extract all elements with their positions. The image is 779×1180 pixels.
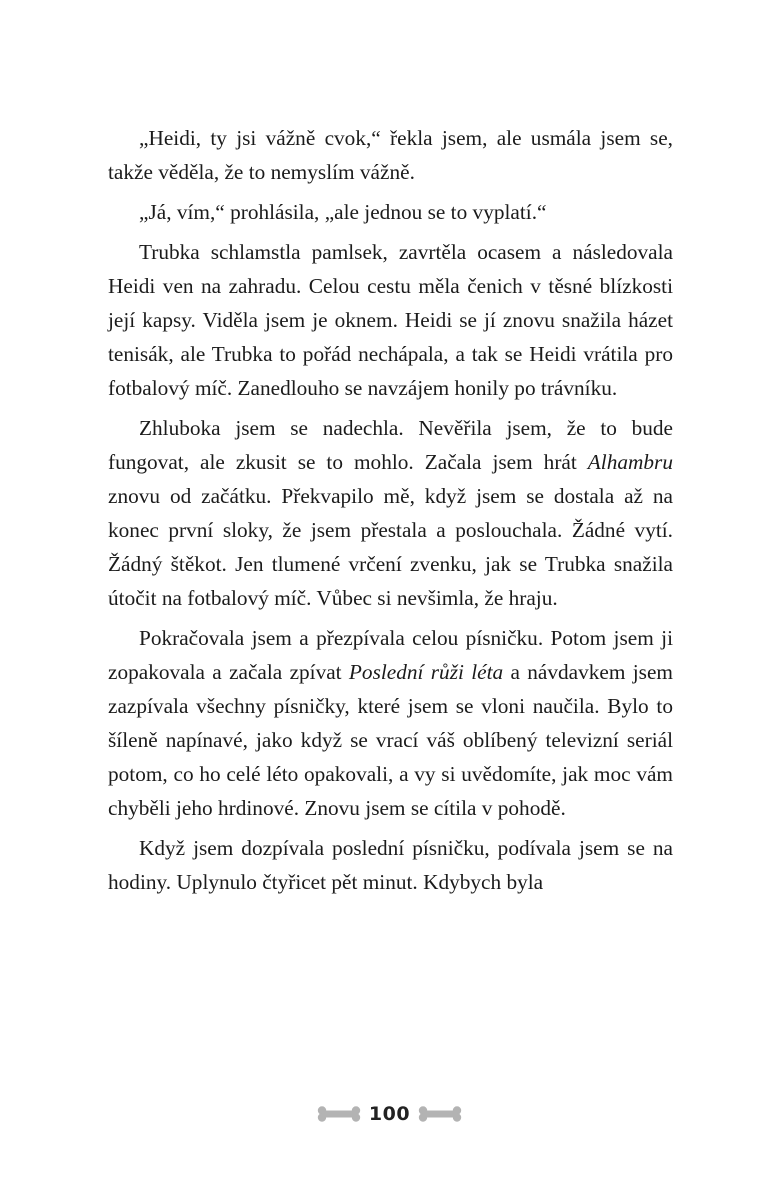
dog-bone-icon (317, 1106, 361, 1122)
text-run: „Heidi, ty jsi vážně cvok,“ řekla jsem, ale usmála jsem se, takže věděla, že to nemyslím vážně. (108, 126, 673, 184)
paragraph (108, 195, 673, 229)
body-text (108, 121, 673, 899)
paragraph (108, 235, 673, 405)
text-run: Když jsem dozpívala poslední písničku, podívala jsem se na hodiny. Uplynulo čtyřicet pět minut. Kdybych byla (108, 836, 673, 894)
page-footer (0, 1097, 779, 1131)
paragraph (108, 621, 673, 825)
page-number: 100 (368, 1103, 411, 1125)
paragraph (108, 121, 673, 189)
paragraph (108, 831, 673, 899)
text-run: Pokračovala jsem a přezpívala celou písničku. Potom jsem ji zopakovala a začala zpívat (108, 626, 673, 684)
paragraph (108, 411, 673, 615)
italic-title: Alhambru (587, 450, 673, 474)
text-run: a návdavkem jsem zazpívala všechny písničky, které jsem se vloni naučila. Bylo to šíleně napínavé, jako když se vrací váš oblíbený televizní seriál potom, co ho celé léto opakovali, a vy si uvědomíte, jak moc vám chyběli jeho hrdinové. Znovu jsem se cítila v pohodě. (108, 660, 673, 820)
italic-title: Poslední růži léta (348, 660, 504, 684)
dog-bone-icon (418, 1106, 462, 1122)
text-run: „Já, vím,“ prohlásila, „ale jednou se to vyplatí.“ (139, 200, 547, 224)
text-run: Zhluboka jsem se nadechla. Nevěřila jsem, že to bude fungovat, ale zkusit se to mohlo. Začala jsem hrát (108, 416, 673, 474)
text-run: Trubka schlamstla pamlsek, zavrtěla ocasem a následovala Heidi ven na zahradu. Celou cestu měla čenich v těsné blízkosti její kapsy. Viděla jsem je oknem. Heidi se jí znovu snažila házet tenisák, ale Trubka to pořád nechápala, a tak se Heidi vrátila pro fotbalový míč. Zanedlouho se navzájem honily po trávníku. (108, 240, 673, 400)
text-run: znovu od začátku. Překvapilo mě, když jsem se dostala až na konec první sloky, že jsem přestala a poslouchala. Žádné vytí. Žádný štěkot. Jen tlumené vrčení zvenku, jak se Trubka snažila útočit na fotbalový míč. Vůbec si nevšimla, že hraju. (108, 484, 673, 610)
